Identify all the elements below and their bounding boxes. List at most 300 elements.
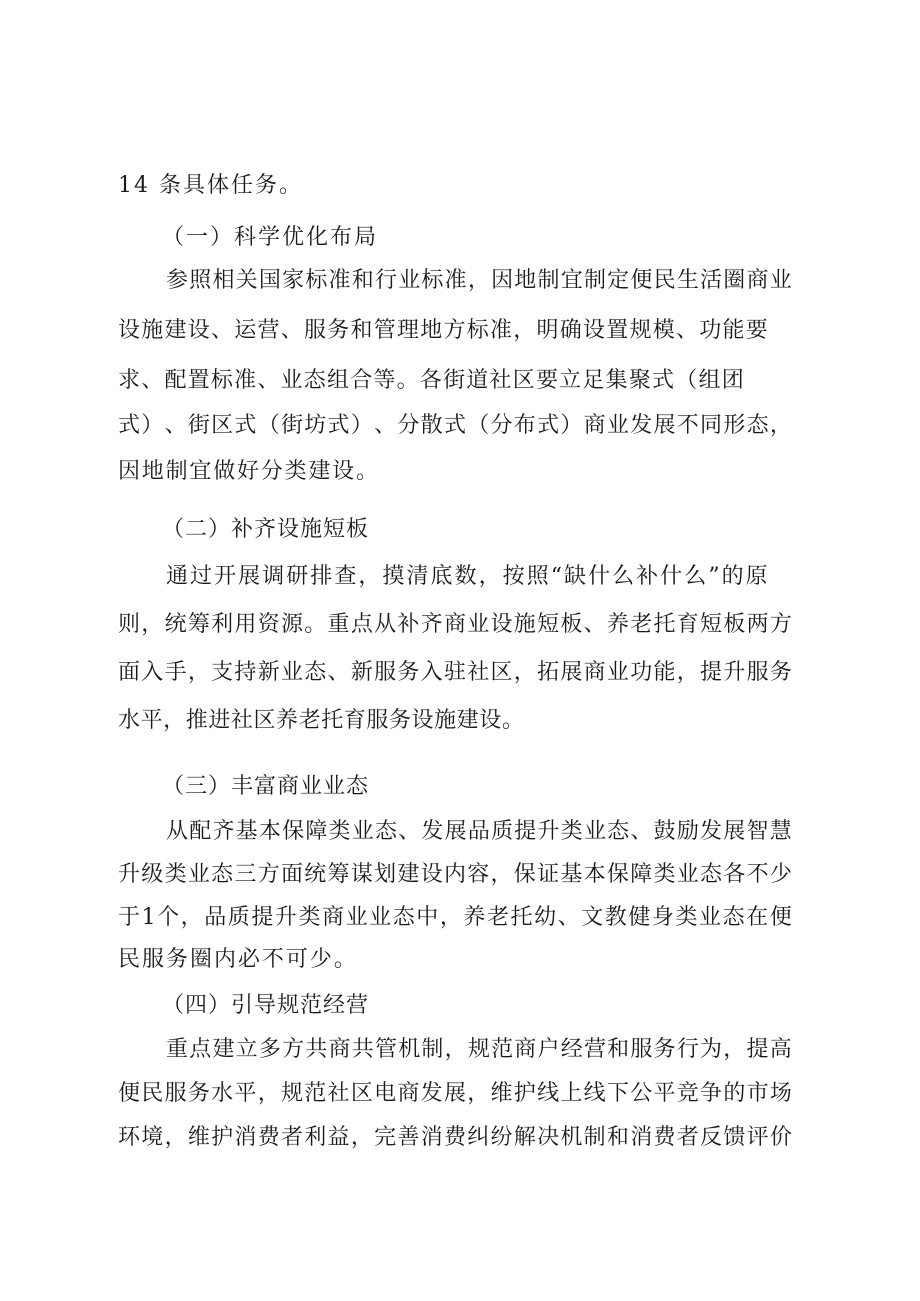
glyph: 地: [420, 318, 443, 343]
glyph: 齐: [420, 612, 443, 637]
paragraph-line: [118, 904, 792, 932]
paragraph-line: [118, 611, 792, 639]
glyph: 馈: [723, 1125, 746, 1150]
glyph: 分: [260, 459, 283, 484]
glyph: 、: [164, 413, 187, 438]
glyph: 国: [258, 268, 281, 293]
glyph: 式: [327, 413, 350, 438]
glyph: 制: [165, 459, 188, 484]
glyph: 街: [443, 368, 466, 393]
glyph: 机: [398, 1037, 421, 1062]
glyph: 制: [583, 1125, 606, 1150]
glyph: ）: [350, 413, 373, 438]
glyph: 能: [653, 660, 676, 685]
glyph: 经: [560, 1037, 583, 1062]
glyph: 幼: [534, 905, 557, 930]
glyph: 新: [350, 660, 373, 685]
justified-text: [118, 317, 768, 345]
glyph: 态: [211, 862, 234, 887]
glyph: 态: [304, 660, 327, 685]
glyph: 纠: [467, 1125, 490, 1150]
justified-text: [166, 818, 792, 846]
glyph: （: [257, 413, 280, 438]
glyph: 入: [420, 660, 443, 685]
glyph: 区: [490, 660, 513, 685]
glyph: 服: [374, 660, 397, 685]
glyph: 、: [211, 318, 234, 343]
glyph: 功: [630, 660, 653, 685]
glyph: 者: [280, 1125, 303, 1150]
glyph: 的: [721, 564, 744, 589]
glyph: ，: [358, 564, 381, 589]
glyph: 少: [309, 947, 332, 972]
glyph: 保: [513, 862, 536, 887]
glyph: 业: [369, 905, 392, 930]
glyph: 因: [491, 268, 514, 293]
glyph: 进: [208, 708, 231, 733]
glyph: 范: [491, 1037, 514, 1062]
glyph: 支: [211, 660, 234, 685]
glyph: 设: [187, 318, 210, 343]
glyph: 平: [234, 1081, 257, 1106]
glyph: 费: [257, 1125, 280, 1150]
justified-text: [118, 1080, 792, 1108]
glyph: 板: [560, 612, 583, 637]
glyph: 地: [514, 268, 537, 293]
glyph: 行: [676, 1037, 699, 1062]
glyph: 求: [118, 368, 141, 393]
glyph: 社: [467, 660, 490, 685]
paragraph-line: [118, 946, 356, 974]
glyph: 两: [746, 612, 769, 637]
glyph: 可: [285, 947, 308, 972]
glyph: 消: [234, 1125, 257, 1150]
glyph: 、: [630, 819, 653, 844]
glyph: 好: [236, 459, 259, 484]
glyph: 费: [443, 1125, 466, 1150]
glyph: 制: [583, 268, 606, 293]
glyph: 、: [583, 612, 606, 637]
glyph: 反: [700, 1125, 723, 1150]
glyph: 商: [443, 612, 466, 637]
glyph: 教: [604, 905, 627, 930]
glyph: 便: [769, 905, 792, 930]
glyph: ，: [180, 905, 203, 930]
glyph: ，: [187, 660, 210, 685]
justified-text: [118, 367, 744, 395]
glyph: 务: [769, 660, 792, 685]
glyph: 要: [535, 368, 558, 393]
glyph: 级: [141, 862, 164, 887]
glyph: 商: [328, 1037, 351, 1062]
glyph: 升: [723, 660, 746, 685]
glyph: 线: [537, 1081, 560, 1106]
glyph: 建: [397, 862, 420, 887]
glyph: 公: [630, 1081, 653, 1106]
glyph: 鼓: [653, 819, 676, 844]
glyph: 托: [653, 612, 676, 637]
glyph: 发: [630, 413, 653, 438]
glyph: ，: [490, 862, 513, 887]
glyph: 务: [165, 947, 188, 972]
glyph: 业: [769, 268, 792, 293]
glyph: 消: [420, 1125, 443, 1150]
glyph: 和: [606, 1125, 629, 1150]
glyph: 设: [583, 318, 606, 343]
glyph: 组: [698, 368, 721, 393]
section-heading-3: （三）丰富商业业态: [162, 774, 370, 799]
glyph: （: [675, 368, 698, 393]
glyph: 态: [700, 862, 723, 887]
glyph: 养: [463, 905, 486, 930]
glyph: 类: [653, 862, 676, 887]
glyph: 展: [653, 413, 676, 438]
glyph: 标: [466, 318, 489, 343]
glyph: 境: [141, 1125, 164, 1150]
glyph: 内: [443, 862, 466, 887]
glyph: 立: [559, 368, 582, 393]
glyph: 方: [769, 612, 792, 637]
glyph: 拓: [537, 660, 560, 685]
glyph: 类: [284, 459, 307, 484]
glyph: 标: [421, 268, 444, 293]
justified-text: [118, 611, 792, 639]
glyph: 从: [374, 612, 397, 637]
glyph: 民: [118, 947, 141, 972]
glyph: 业: [280, 660, 303, 685]
glyph: 、: [257, 368, 280, 393]
glyph: 业: [676, 862, 699, 887]
justified-text: [166, 267, 792, 295]
paragraph-line: [118, 317, 768, 345]
paragraph-line: [118, 861, 792, 889]
glyph: 者: [676, 1125, 699, 1150]
glyph: 下: [606, 1081, 629, 1106]
glyph: 、: [141, 368, 164, 393]
glyph: 业: [351, 819, 374, 844]
glyph: 施: [141, 318, 164, 343]
glyph: 。: [304, 612, 327, 637]
glyph: 清: [406, 564, 429, 589]
glyph: 方: [257, 862, 280, 887]
glyph: 底: [430, 564, 453, 589]
glyph: 于: [118, 905, 141, 930]
glyph: 设: [490, 612, 513, 637]
glyph: ”: [708, 564, 720, 589]
glyph: 1: [141, 905, 156, 930]
glyph: 标: [305, 268, 328, 293]
glyph: 服: [366, 708, 389, 733]
glyph: 质: [227, 905, 250, 930]
glyph: 设: [420, 862, 443, 887]
glyph: 展: [560, 660, 583, 685]
glyph: 价: [769, 1125, 792, 1150]
glyph: 态: [607, 819, 630, 844]
glyph: 类: [298, 905, 321, 930]
glyph: ，: [257, 1081, 280, 1106]
glyph: 式: [537, 413, 560, 438]
glyph: 态: [303, 368, 326, 393]
glyph: 配: [164, 368, 187, 393]
glyph: 各: [419, 368, 442, 393]
glyph: 设: [332, 459, 355, 484]
glyph: 身: [651, 905, 674, 930]
glyph: 、: [676, 318, 699, 343]
glyph: 区: [253, 708, 276, 733]
glyph: 业: [699, 905, 722, 930]
glyph: 展: [444, 819, 467, 844]
glyph: 各: [723, 862, 746, 887]
glyph: 明: [536, 318, 559, 343]
glyph: 要: [745, 318, 768, 343]
glyph: 数: [454, 564, 477, 589]
glyph: 资: [257, 612, 280, 637]
glyph: 本: [583, 862, 606, 887]
glyph: 服: [164, 1081, 187, 1106]
glyph: 类: [560, 819, 583, 844]
glyph: 少: [769, 862, 792, 887]
glyph: 施: [513, 612, 536, 637]
paragraph-line: [166, 267, 792, 295]
glyph: 务: [388, 708, 411, 733]
glyph: 规: [629, 318, 652, 343]
glyph: 水: [118, 708, 141, 733]
glyph: 三: [234, 862, 257, 887]
glyph: 置: [187, 368, 210, 393]
glyph: 标: [210, 368, 233, 393]
glyph: 准: [234, 368, 257, 393]
glyph: 面: [118, 660, 141, 685]
glyph: 式: [234, 413, 257, 438]
glyph: 老: [298, 708, 321, 733]
glyph: 从: [166, 819, 189, 844]
glyph: 范: [304, 1081, 327, 1106]
glyph: 式: [443, 413, 466, 438]
glyph: 商: [583, 660, 606, 685]
glyph: 什: [588, 564, 611, 589]
glyph: 设: [479, 708, 502, 733]
glyph: 布: [513, 413, 536, 438]
glyph: 规: [280, 1081, 303, 1106]
glyph: 理: [397, 318, 420, 343]
justified-text: [118, 458, 378, 486]
glyph: 入: [141, 660, 164, 685]
glyph: 维: [187, 1125, 210, 1150]
glyph: 利: [304, 1125, 327, 1150]
glyph: ，: [676, 660, 699, 685]
glyph: 为: [700, 1037, 723, 1062]
glyph: 文: [581, 905, 604, 930]
glyph: 升: [274, 905, 297, 930]
glyph: ，: [769, 413, 792, 438]
glyph: 过: [190, 564, 213, 589]
glyph: 和: [350, 318, 373, 343]
glyph: 个: [157, 905, 180, 930]
glyph: 障: [630, 862, 653, 887]
glyph: 业: [187, 862, 210, 887]
glyph: 社: [230, 708, 253, 733]
glyph: 业: [467, 612, 490, 637]
glyph: 民: [653, 268, 676, 293]
glyph: 规: [467, 1037, 490, 1062]
glyph: 育: [343, 708, 366, 733]
glyph: 务: [397, 660, 420, 685]
glyph: 商: [322, 905, 345, 930]
glyph: 确: [559, 318, 582, 343]
glyph: 商: [514, 1037, 537, 1062]
glyph: 区: [512, 368, 535, 393]
glyph: 态: [722, 905, 745, 930]
section-heading-4: （四）引导规范经营: [162, 993, 370, 1018]
justified-text: [118, 412, 792, 440]
glyph: 调: [262, 564, 285, 589]
glyph: 建: [212, 1037, 235, 1062]
glyph: 争: [700, 1081, 723, 1106]
glyph: ，: [723, 1037, 746, 1062]
glyph: 置: [606, 318, 629, 343]
glyph: 建: [164, 318, 187, 343]
justified-text: [118, 946, 356, 974]
glyph: 做: [213, 459, 236, 484]
glyph: 么: [684, 564, 707, 589]
glyph: 、: [398, 819, 421, 844]
justified-text: [118, 861, 792, 889]
paragraph-line: [118, 1080, 792, 1108]
paragraph-line: [166, 563, 768, 591]
glyph: 业: [606, 660, 629, 685]
glyph: 上: [560, 1081, 583, 1106]
glyph: 家: [282, 268, 305, 293]
paragraph-line: [118, 659, 792, 687]
glyph: 决: [537, 1125, 560, 1150]
glyph: 形: [723, 413, 746, 438]
glyph: 方: [282, 1037, 305, 1062]
glyph: 同: [700, 413, 723, 438]
glyph: 推: [185, 708, 208, 733]
glyph: 。: [501, 708, 524, 733]
glyph: 提: [251, 905, 274, 930]
glyph: 新: [257, 660, 280, 685]
glyph: 高: [769, 1037, 792, 1062]
glyph: 育: [676, 612, 699, 637]
glyph: 摸: [382, 564, 405, 589]
glyph: 平: [140, 708, 163, 733]
glyph: 立: [235, 1037, 258, 1062]
glyph: 式: [652, 368, 675, 393]
glyph: 提: [746, 1037, 769, 1062]
glyph: 展: [238, 564, 261, 589]
glyph: 利: [211, 612, 234, 637]
justified-text: [118, 1124, 792, 1152]
glyph: 宜: [560, 268, 583, 293]
glyph: 散: [420, 413, 443, 438]
glyph: 智: [746, 819, 769, 844]
glyph: 设: [118, 318, 141, 343]
justified-text: [118, 904, 792, 932]
glyph: ，: [478, 564, 501, 589]
glyph: 。: [333, 947, 356, 972]
glyph: 业: [398, 268, 421, 293]
glyph: 容: [467, 862, 490, 887]
glyph: 分: [490, 413, 513, 438]
glyph: 圈: [189, 947, 212, 972]
glyph: 驻: [443, 660, 466, 685]
glyph: 通: [166, 564, 189, 589]
glyph: 养: [606, 612, 629, 637]
glyph: 品: [204, 905, 227, 930]
glyph: 因: [118, 459, 141, 484]
glyph: 提: [514, 819, 537, 844]
glyph: 谋: [350, 862, 373, 887]
glyph: 中: [416, 905, 439, 930]
glyph: 缺: [564, 564, 587, 589]
glyph: 务: [187, 1081, 210, 1106]
glyph: 服: [304, 318, 327, 343]
glyph: 升: [537, 819, 560, 844]
glyph: 养: [276, 708, 299, 733]
glyph: （: [467, 413, 490, 438]
glyph: ）: [560, 413, 583, 438]
paragraph-line: [118, 458, 378, 486]
glyph: 统: [164, 612, 187, 637]
glyph: 消: [630, 1125, 653, 1150]
glyph: 。: [396, 368, 419, 393]
paragraph-line: [166, 1036, 792, 1064]
section-heading-1: （一）科学优化布局: [162, 225, 379, 250]
glyph: 相: [212, 268, 235, 293]
glyph: 完: [374, 1125, 397, 1150]
glyph: 团: [721, 368, 744, 393]
glyph: 地: [141, 459, 164, 484]
paragraph-line: [118, 412, 792, 440]
glyph: 区: [350, 1081, 373, 1106]
glyph: 什: [660, 564, 683, 589]
glyph: 在: [746, 905, 769, 930]
glyph: 便: [118, 1081, 141, 1106]
glyph: 集: [605, 368, 628, 393]
glyph: 准: [444, 268, 467, 293]
glyph: 和: [607, 1037, 630, 1062]
glyph: 解: [513, 1125, 536, 1150]
glyph: 宜: [189, 459, 212, 484]
glyph: 提: [700, 660, 723, 685]
glyph: 竞: [676, 1081, 699, 1106]
glyph: 用: [234, 612, 257, 637]
glyph: 么: [612, 564, 635, 589]
glyph: 圈: [723, 268, 746, 293]
glyph: 民: [141, 1081, 164, 1106]
glyph: 活: [700, 268, 723, 293]
glyph: 费: [653, 1125, 676, 1150]
glyph: 、: [374, 413, 397, 438]
glyph: 商: [746, 268, 769, 293]
glyph: 方: [443, 318, 466, 343]
glyph: 户: [537, 1037, 560, 1062]
glyph: 类: [164, 862, 187, 887]
glyph: ，: [513, 318, 536, 343]
glyph: 共: [305, 1037, 328, 1062]
glyph: 维: [490, 1081, 513, 1106]
glyph: 建: [308, 459, 331, 484]
glyph: 营: [583, 1037, 606, 1062]
glyph: 场: [769, 1081, 792, 1106]
glyph: 街: [280, 413, 303, 438]
glyph: 态: [746, 413, 769, 438]
glyph: 制: [421, 1037, 444, 1062]
glyph: 服: [141, 947, 164, 972]
glyph: 手: [164, 660, 187, 685]
glyph: 建: [456, 708, 479, 733]
